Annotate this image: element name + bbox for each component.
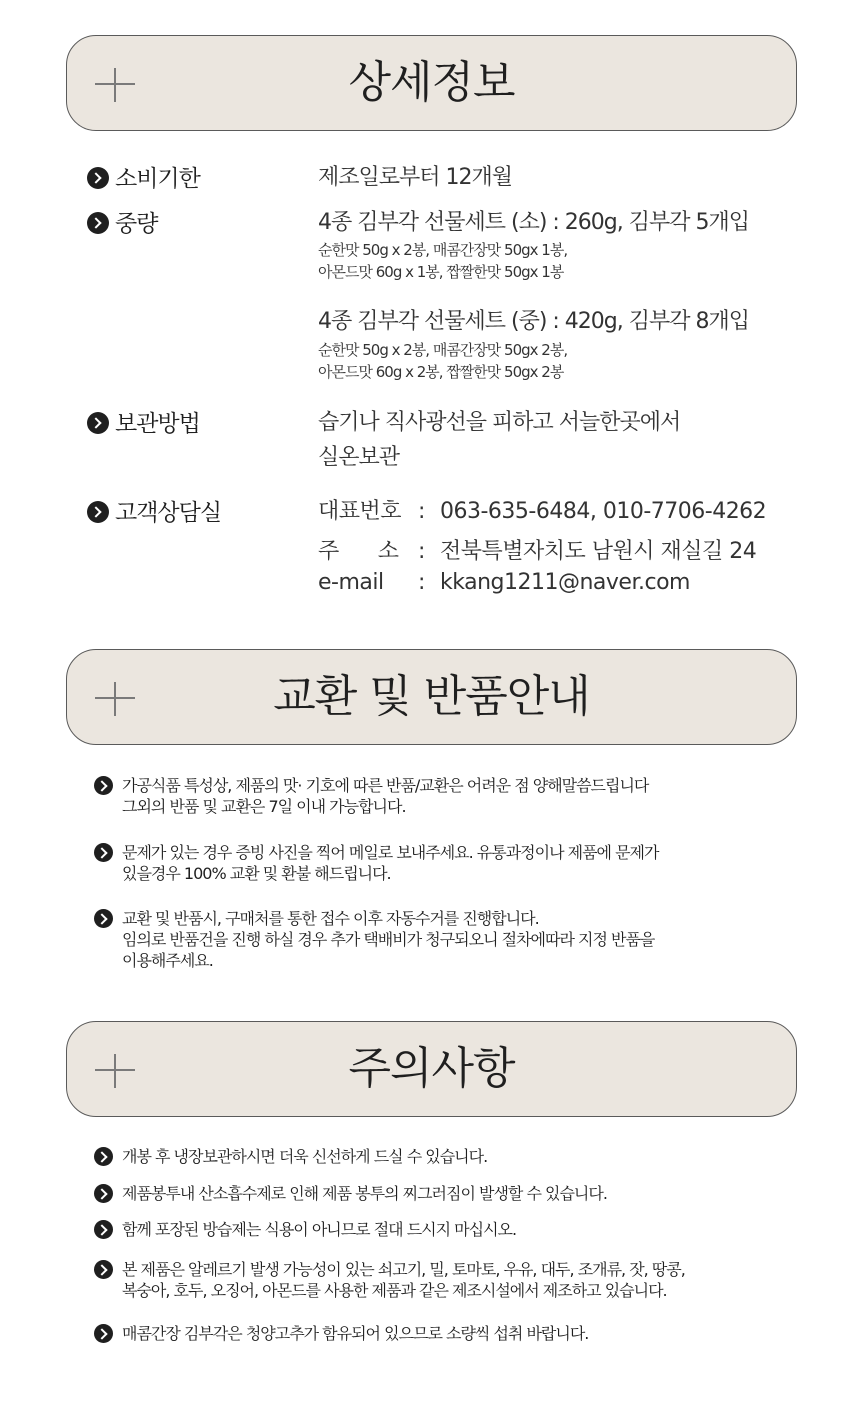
storage-line1: 습기나 직사광선을 피하고 서늘한곳에서: [318, 410, 681, 435]
small-set-line1: 순한맛 50g x 2봉, 매콤간장맛 50gx 1봉,: [318, 241, 568, 259]
chevron-right-icon: [87, 412, 109, 434]
chevron-right-icon: [94, 1184, 113, 1203]
address-value: 전북특별자치도 남원시 재실길 24: [440, 539, 757, 564]
medium-set-title: 4종 김부각 선물세트 (중) : 420g, 김부각 8개입: [318, 309, 750, 334]
small-set-title: 4종 김부각 선물세트 (소) : 260g, 김부각 5개입: [318, 210, 750, 235]
chevron-right-icon: [87, 212, 109, 234]
exchange-note-3: 교환 및 반품시, 구매처를 통한 접수 이후 자동수거를 진행합니다. 임의로 반품건을 진행 하실 경우 추가 택배비가 청구되오니 절차에따라 지정 반품을 이용해주세요.: [94, 908, 814, 971]
email-value[interactable]: kkang1211@naver.com: [440, 570, 690, 595]
chevron-right-icon: [94, 843, 113, 862]
caution-note-1: 개봉 후 냉장보관하시면 더욱 신선하게 드실 수 있습니다.: [94, 1146, 814, 1167]
phone-key: 대표번호: [318, 499, 402, 524]
detail-section-title: 상세정보: [348, 57, 515, 108]
chevron-right-icon: [94, 1324, 113, 1343]
chevron-right-icon: [87, 167, 109, 189]
customer-label: 고객상담실: [87, 494, 221, 527]
chevron-right-icon: [87, 501, 109, 523]
exchange-note-2: 문제가 있는 경우 증빙 사진을 찍어 메일로 보내주세요. 유통과정이나 제품에 문제가 있을경우 100% 교환 및 환불 해드립니다.: [94, 842, 814, 884]
email-key: e-mail: [318, 570, 384, 595]
chevron-right-icon: [94, 776, 113, 795]
chevron-right-icon: [94, 909, 113, 928]
detail-section-header: [66, 35, 797, 131]
weight-label: 중량: [87, 205, 157, 238]
caution-note-2: 제품봉투내 산소흡수제로 인해 제품 봉투의 찌그러짐이 발생할 수 있습니다.: [94, 1183, 814, 1204]
medium-set-line1: 순한맛 50g x 2봉, 매콤간장맛 50gx 2봉,: [318, 341, 568, 359]
caution-section-header: [66, 1021, 797, 1117]
chevron-right-icon: [94, 1220, 113, 1239]
address-key: 주 소: [318, 539, 399, 564]
email-row: e-mail : kkang1211@naver.com: [318, 570, 690, 595]
expiry-label: 소비기한: [87, 160, 200, 193]
storage-label: 보관방법: [87, 405, 200, 438]
exchange-section-header: [66, 649, 797, 745]
medium-set-line2: 아몬드맛 60g x 2봉, 짭짤한맛 50gx 2봉: [318, 363, 564, 381]
chevron-right-icon: [94, 1260, 113, 1279]
caution-note-3: 함께 포장된 방습제는 식용이 아니므로 절대 드시지 마십시오.: [94, 1219, 814, 1240]
caution-note-5: 매콤간장 김부각은 청양고추가 함유되어 있으므로 소량씩 섭취 바랍니다.: [94, 1323, 814, 1344]
chevron-right-icon: [94, 1147, 113, 1166]
phone-row: 대표번호 : 063-635-6484, 010-7706-4262: [318, 494, 766, 525]
phone-value: 063-635-6484, 010-7706-4262: [440, 499, 767, 524]
exchange-note-1: 가공식품 특성상, 제품의 맛· 기호에 따른 반품/교환은 어려운 점 양해말씀드립니다 그외의 반품 및 교환은 7일 이내 가능합니다.: [94, 775, 814, 817]
caution-note-4: 본 제품은 알레르기 발생 가능성이 있는 쇠고기, 밀, 토마토, 우유, 대두, 조개류, 잣, 땅콩, 복숭아, 호두, 오징어, 아몬드를 사용한 제품과 같은 제조시설에서 제조하고 있습니다.: [94, 1259, 814, 1301]
expiry-value: 제조일로부터 12개월: [318, 165, 513, 190]
address-row: 주 소 : 전북특별자치도 남원시 재실길 24: [318, 534, 756, 565]
small-set-line2: 아몬드맛 60g x 1봉, 짭짤한맛 50gx 1봉: [318, 263, 564, 281]
storage-line2: 실온보관: [318, 445, 400, 470]
caution-section-title: 주의사항: [348, 1043, 515, 1094]
exchange-section-title: 교환 및 반품안내: [273, 671, 590, 722]
